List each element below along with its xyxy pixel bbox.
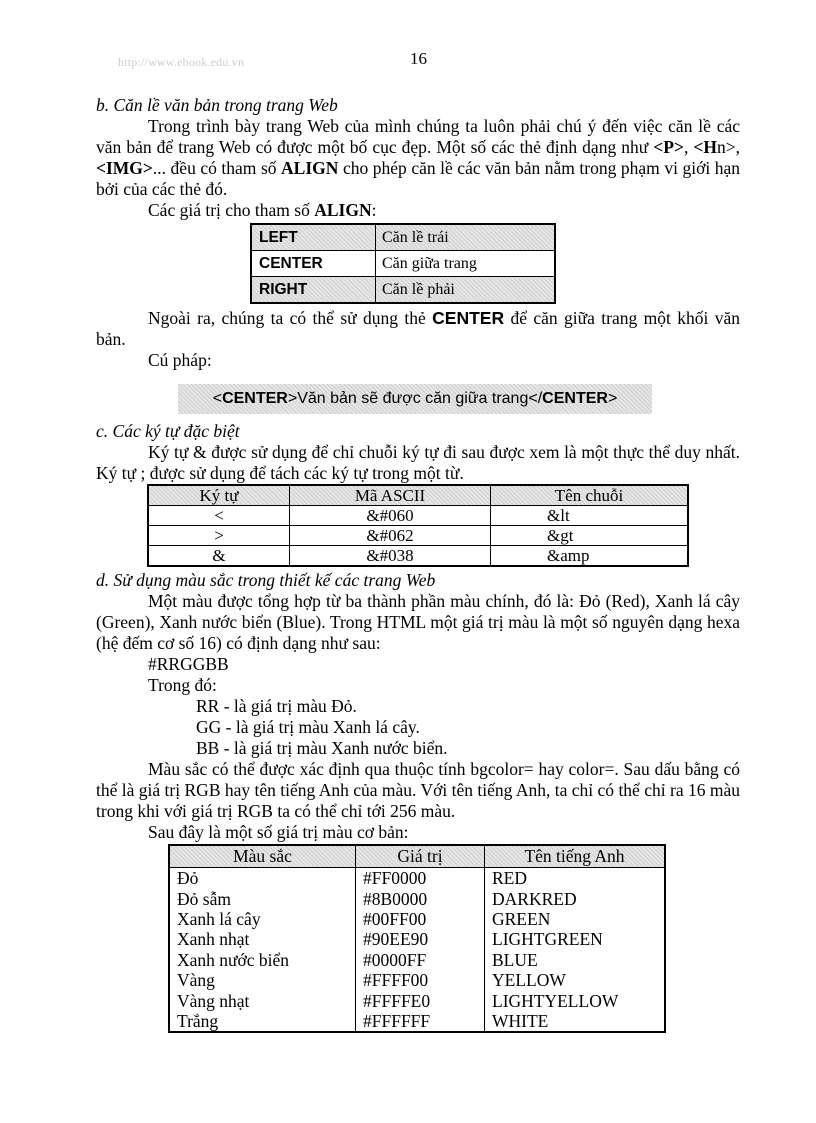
table-row [251,251,555,277]
table-row [169,888,665,908]
tag-h-letter: H [703,137,718,157]
align-key: CENTER [251,251,376,277]
section-b-title: b. Căn lề văn bản trong trang Web [96,95,338,115]
column-header: Mã ASCII [290,485,491,506]
syntax-example-box [178,384,652,414]
color-name-en: GREEN [485,909,666,929]
color-name-vi: Đỏ [169,868,356,889]
syntax-gt: > [607,390,618,407]
table-row [169,950,665,970]
color-name-vi: Trắng [169,1011,356,1032]
section-c-paragraph: Ký tự & được sử dụng để chỉ chuỗi ký tự đi sau được xem là một thực thể duy nhất. Ký tự ; được sử dụng để tách các ký tự trong một từ. [96,442,740,483]
text-run: Ngoài ra, chúng ta có thể sử dụng thẻ [148,308,433,328]
align-description: Căn giữa trang [376,251,556,277]
param-align: ALIGN [314,200,372,220]
align-description: Căn lề phải [376,277,556,304]
section-d-title: d. Sử dụng màu sắc trong thiết kế các trang Web [96,570,436,590]
table-row [251,224,555,251]
color-hex: #00FF00 [356,909,485,929]
table-cell: &#038 [290,546,491,567]
color-name-en: RED [485,868,666,889]
bb-description: BB - là giá trị màu Xanh nước biển. [196,738,448,758]
color-name-vi: Vàng [169,970,356,990]
align-description: Căn lề trái [376,224,556,251]
separator: , [683,137,694,157]
color-name-en: WHITE [485,1011,666,1032]
text-run: ... đều có tham số [152,158,282,178]
color-name-en: YELLOW [485,970,666,990]
header-url: http://www.ebook.edu.vn [118,55,245,69]
table-row [148,526,688,546]
syntax-lt: < [212,390,223,407]
table-cell: > [148,526,290,546]
color-hex: #FFFFFF [356,1011,485,1032]
color-name-en: DARKRED [485,888,666,908]
color-name-vi: Xanh nước biển [169,950,356,970]
column-header: Màu sắc [169,845,356,868]
align-values-table [250,223,556,304]
syntax-lt: </ [528,390,543,407]
color-name-vi: Xanh lá cây [169,909,356,929]
column-header: Tên chuỗi [491,485,689,506]
tag-center: CENTER [432,308,505,328]
tag-p-letter: P [663,137,674,157]
separator: , [735,137,741,157]
table-row [148,546,688,567]
column-header: Tên tiếng Anh [485,845,666,868]
table-header-row [169,845,665,868]
table-row [169,970,665,990]
table-cell: &amp [491,546,689,567]
table-row [251,277,555,304]
syntax-close-tag: CENTER [542,390,608,407]
color-name-vi: Xanh nhạt [169,929,356,949]
table-cell: &#062 [290,526,491,546]
text-run: : [371,200,377,220]
color-hex: #8B0000 [356,888,485,908]
tag-p-open: < [653,137,664,157]
color-name-en: LIGHTYELLOW [485,990,666,1010]
column-header: Ký tự [148,485,290,506]
color-name-vi: Vàng nhạt [169,990,356,1010]
color-hex: #0000FF [356,950,485,970]
syntax-text: Văn bản sẽ được căn giữa trang [297,390,529,407]
table-cell: < [148,506,290,526]
param-align: ALIGN [281,158,339,178]
page-content [96,95,740,1033]
syntax-gt: > [287,390,298,407]
section-d-paragraph-2: Màu sắc có thể được xác định qua thuộc tính bgcolor= hay color=. Sau dấu bằng có thể là giá trị RGB hay tên tiếng Anh của màu. Với tên tiếng Anh, ta chỉ có thể chỉ ra 16 màu trong khi với giá trị RGB ta có thể chỉ tới 256 màu. [96,759,740,821]
color-format: #RRGGBB [148,654,229,674]
page-number: 16 [410,49,427,68]
syntax-label: Cú pháp: [148,350,212,370]
column-header: Giá trị [356,845,485,868]
table-row [169,1011,665,1032]
color-hex: #FF0000 [356,868,485,889]
section-b-paragraph-2 [96,308,740,350]
section-d-paragraph-1: Một màu được tổng hợp từ ba thành phần màu chính, đó là: Đỏ (Red), Xanh lá cây (Green), Xanh nước biển (Blue). Trong HTML một giá trị màu là một số nguyên dạng hexa (hệ đếm cơ số 16) có định dạng như sau: [96,591,740,653]
table-cell: & [148,546,290,567]
syntax-open-tag: CENTER [222,390,288,407]
align-key: LEFT [251,224,376,251]
table-row [169,929,665,949]
section-c-title: c. Các ký tự đặc biệt [96,421,240,441]
special-chars-table [147,484,689,567]
table-cell: &lt [491,506,689,526]
align-values-intro [96,200,740,221]
gg-description: GG - là giá trị màu Xanh lá cây. [196,717,420,737]
tag-h-close: n> [717,137,736,157]
text-run: cho phép căn lề các văn bản nằm trong phạm vi giới hạn bởi của các thẻ đó. [96,158,740,199]
color-list-intro: Sau đây là một số giá trị màu cơ bản: [148,822,409,842]
color-hex: #FFFF00 [356,970,485,990]
tag-p-close: > [673,137,684,157]
table-cell: &gt [491,526,689,546]
text-run: để căn giữa trang một khối văn bản. [96,308,740,349]
rr-description: RR - là giá trị màu Đỏ. [196,696,357,716]
text-run: Trong trình bày trang Web của mình chúng ta luôn phải chú ý đến việc căn lề các văn bản để trang Web có được một bố cục đẹp. Một số các thẻ định dạng như [96,116,740,157]
basic-colors-table [168,844,666,1033]
section-b-paragraph-1 [96,116,740,200]
table-row [148,506,688,526]
align-key: RIGHT [251,277,376,304]
color-name-vi: Đỏ sẫm [169,888,356,908]
table-cell: &#060 [290,506,491,526]
table-header-row [148,485,688,506]
page-header [96,48,740,70]
color-hex: #90EE90 [356,929,485,949]
color-name-en: LIGHTGREEN [485,929,666,949]
table-row [169,909,665,929]
tag-h-open: < [693,137,704,157]
table-row [169,990,665,1010]
color-name-en: BLUE [485,950,666,970]
color-hex: #FFFFE0 [356,990,485,1010]
table-row [169,868,665,889]
text-run: Các giá trị cho tham số [148,200,315,220]
where-label: Trong đó: [148,675,217,695]
tag-img: <IMG> [96,158,153,178]
